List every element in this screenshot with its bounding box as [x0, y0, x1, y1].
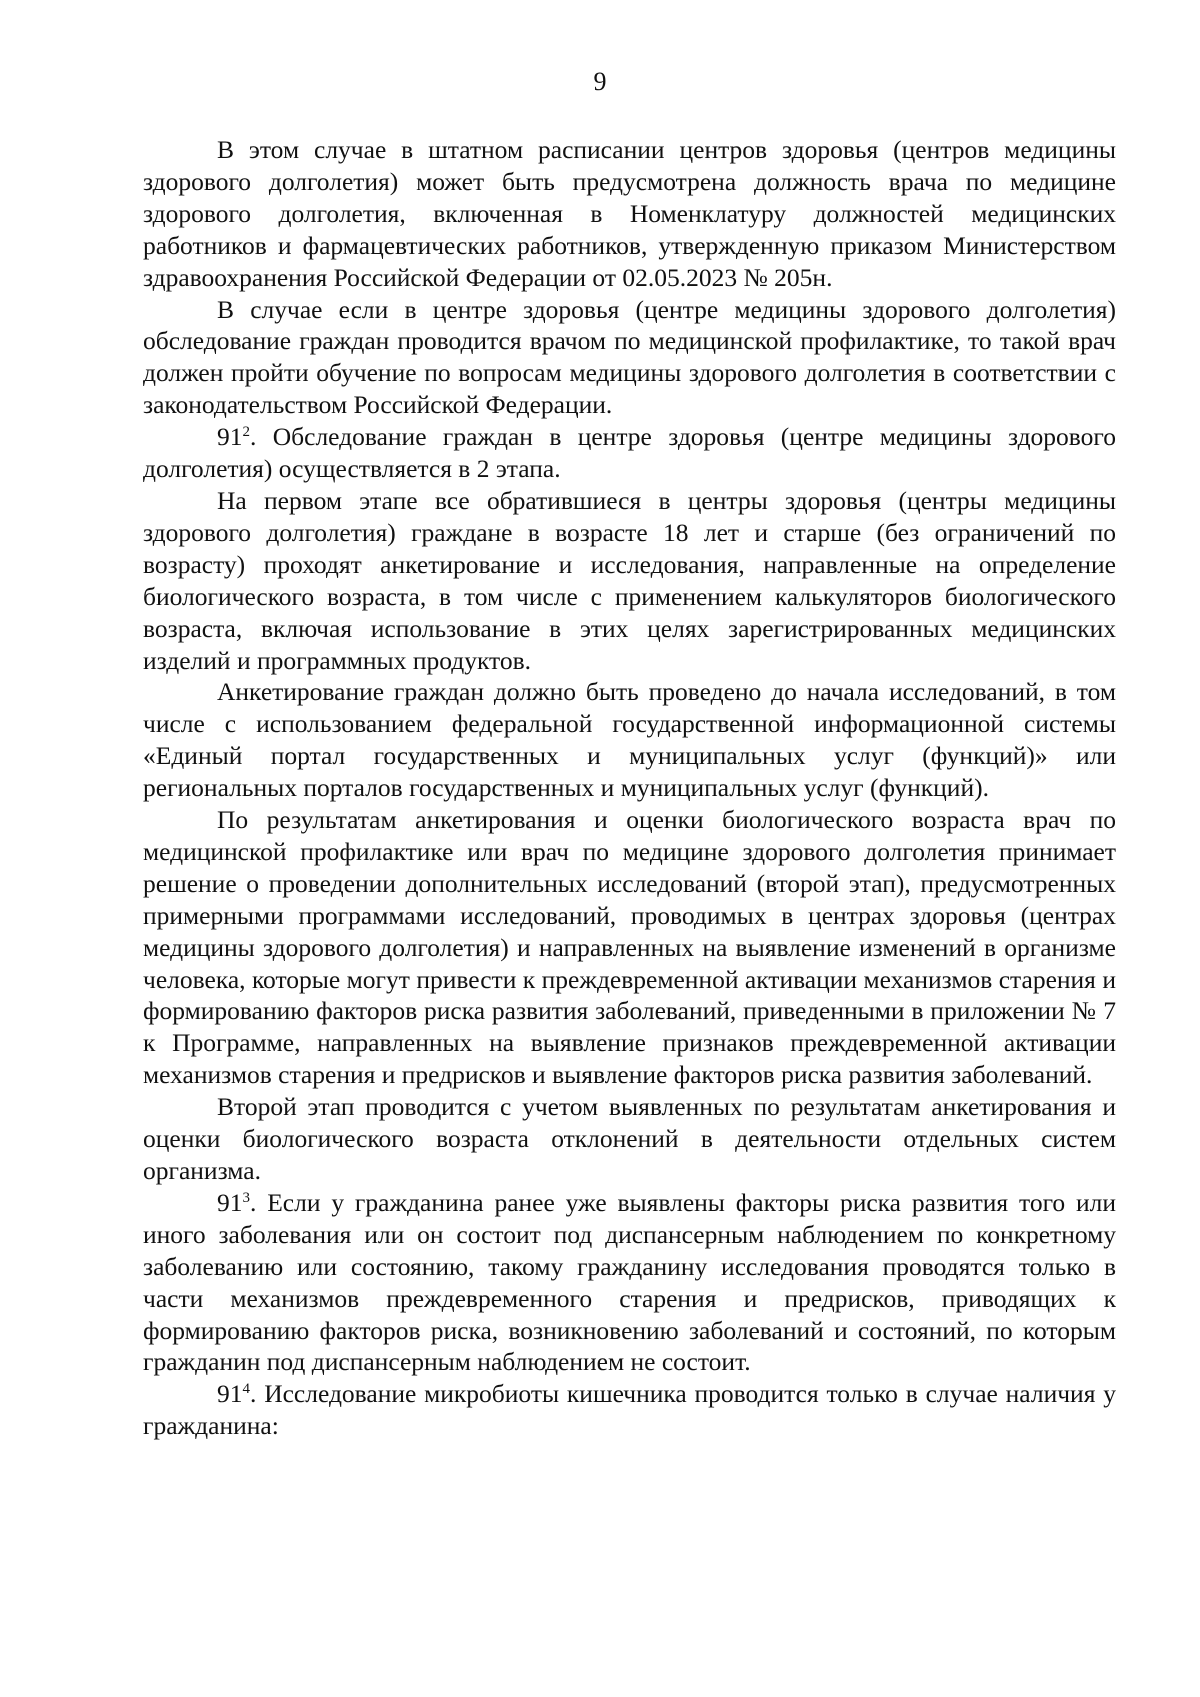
- paragraph-first-stage: [143, 485, 1116, 676]
- paragraph-text: В случае если в центре здоровья (центре медицины здорового долголетия) обследование граждан проводится врачом по медицинской профилактике, то такой врач должен пройти обучение по вопросам медицины здорового долголетия в соответствии с законодательством Российской Федерации.: [143, 294, 1116, 420]
- page-number: 9: [593, 67, 607, 96]
- paragraph-text: Второй этап проводится с учетом выявленных по результатам анкетирования и оценки биологического возраста отклонений в деятельности отдельных систем организма.: [143, 1092, 1116, 1185]
- paragraph-clause-91-3: [143, 1187, 1116, 1378]
- clause-superscript: 4: [242, 1381, 250, 1398]
- clause-superscript: 2: [242, 424, 250, 441]
- paragraph-second-stage: [143, 1091, 1116, 1187]
- clause-number: 91: [217, 422, 243, 452]
- paragraph-clause-91-2: [143, 421, 1116, 485]
- paragraph-staffing: [143, 134, 1116, 294]
- paragraph-text: В этом случае в штатном расписании центров здоровья (центров медицины здорового долголетия) может быть предусмотрена должность врача по медицине здорового долголетия, включенная в Номенклатуру должностей медицинских работников и фармацевтических работников, утвержденную приказом Министерством здравоохранения Российской Федерации от 02.05.2023 № 205н.: [143, 135, 1116, 292]
- paragraph-text: Анкетирование граждан должно быть проведено до начала исследований, в том числе с использованием федеральной государственной информационной системы «Единый портал государственных и муниципальных услуг (функций)» или региональных порталов государственных и муниципальных услуг (функций).: [143, 677, 1116, 803]
- paragraph-clause-91-4: [143, 1378, 1116, 1442]
- paragraph-second-stage-decision: [143, 804, 1116, 1091]
- paragraph-questionnaire: [143, 676, 1116, 804]
- paragraph-prevention-doctor: [143, 294, 1116, 422]
- clause-number: 91: [217, 1379, 243, 1409]
- clause-number: 91: [217, 1187, 243, 1217]
- paragraph-text: На первом этапе все обратившиеся в центры здоровья (центры медицины здорового долголетия) граждане в возрасте 18 лет и старше (без ограничений по возрасту) проходят анкетирование и исследования, направленные на определение биологического возраста, в том числе с применением калькуляторов биологического возраста, включая использование в этих целях зарегистрированных медицинских изделий и программных продуктов.: [143, 485, 1116, 675]
- document-body: [143, 134, 1116, 1442]
- paragraph-text: . Исследование микробиоты кишечника проводится только в случае наличия у гражданина:: [143, 1379, 1116, 1441]
- paragraph-text: . Обследование граждан в центре здоровья (центре медицины здорового долголетия) осуществляется в 2 этапа.: [143, 422, 1116, 484]
- paragraph-text: По результатам анкетирования и оценки биологического возраста врач по медицинской профилактике или врач по медицине здорового долголетия принимает решение о проведении дополнительных исследований (второй этап), предусмотренных примерными программами исследований, проводимых в центрах здоровья (центрах медицины здорового долголетия) и направленных на выявление изменений в организме человека, которые могут привести к преждевременной активации механизмов старения и формированию факторов риска развития заболеваний, приведенными в приложении № 7 к Программе, направленных на выявление признаков преждевременной активации механизмов старения и предрисков и выявление факторов риска развития заболеваний.: [143, 805, 1116, 1090]
- paragraph-text: . Если у гражданина ранее уже выявлены факторы риска развития того или иного заболевания или он состоит под диспансерным наблюдением по конкретному заболеванию или состоянию, такому гражданину исследования проводятся только в части механизмов преждевременного старения и предрисков, приводящих к формированию факторов риска, возникновению заболеваний и состояний, по которым гражданин под диспансерным наблюдением не состоит.: [143, 1187, 1116, 1377]
- clause-superscript: 3: [242, 1189, 250, 1206]
